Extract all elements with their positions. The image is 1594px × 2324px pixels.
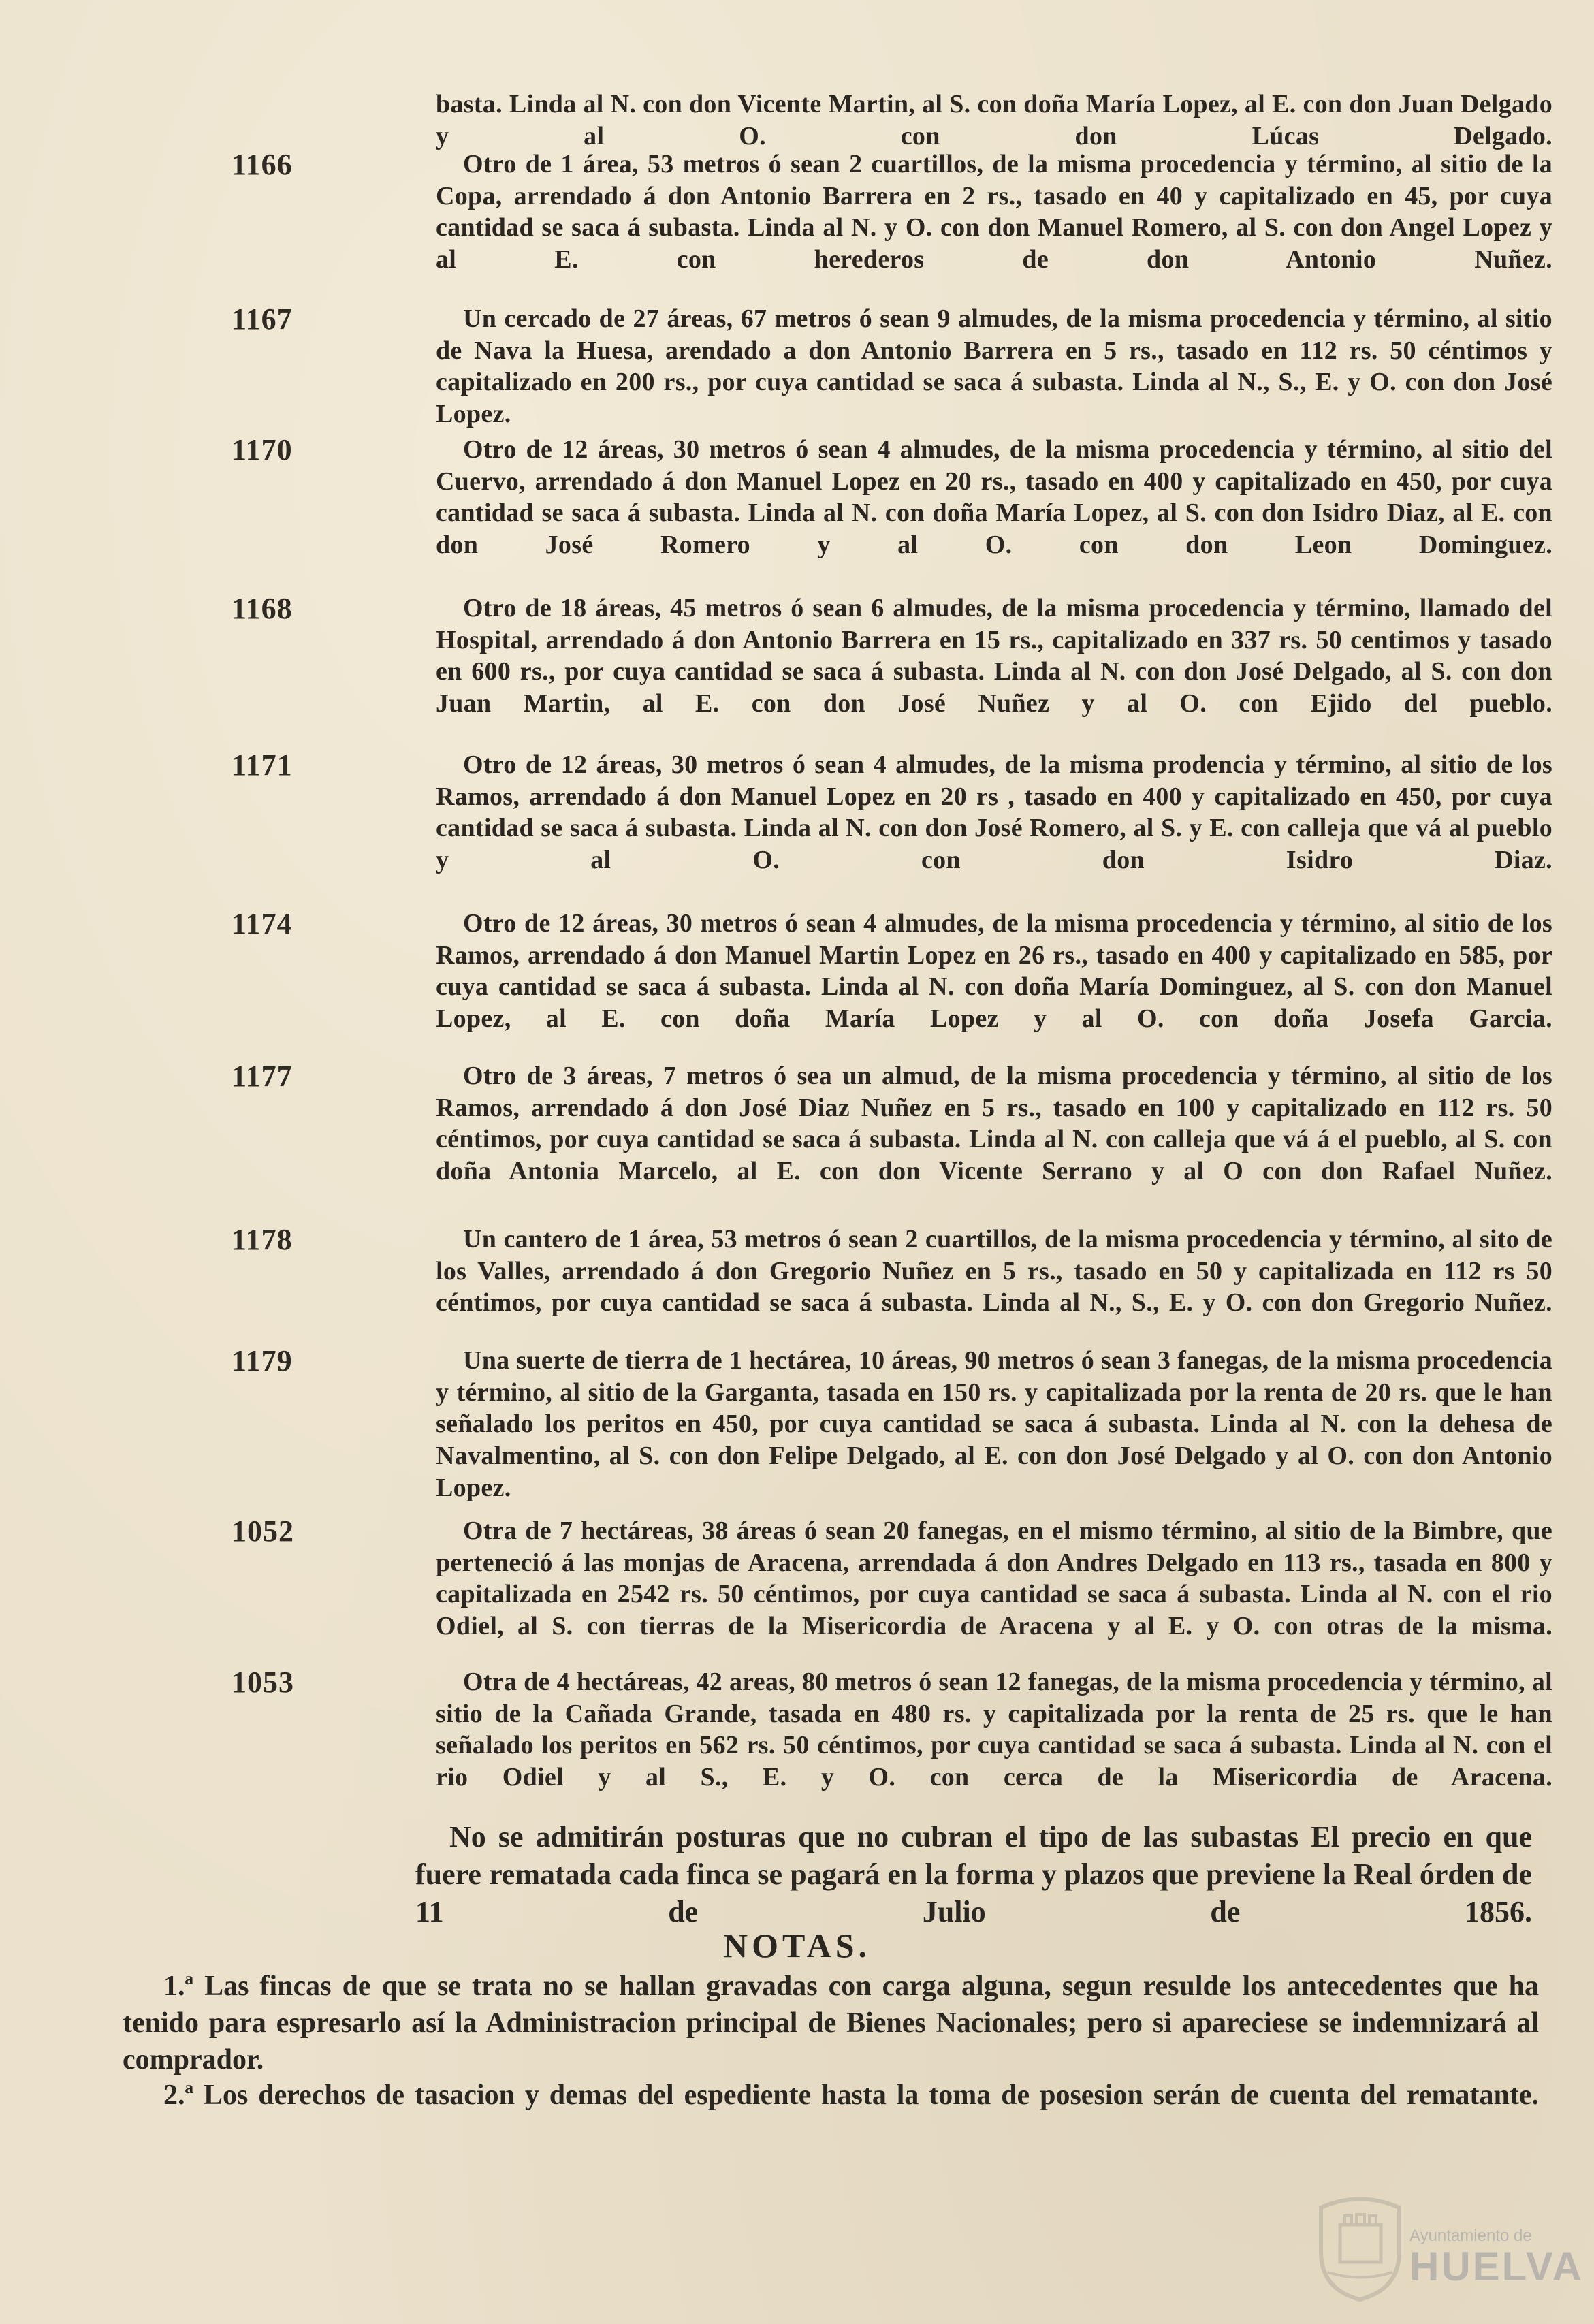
watermark-line1: Ayuntamiento de (1409, 2227, 1532, 2245)
list-item (232, 1344, 1552, 1504)
lot-description: Otro de 1 área, 53 metros ó sean 2 cuartillos, de la misma procedencia y término, al sitio de la Copa, arrendado á don Antonio Barrera en 2 rs., tasado en 40 y capitalizado en 45, por cuya cantidad se saca á subasta. Linda al N. y O. con don Manuel Romero, al S. con don Angel Lopez y al E. con herederos de don Antonio Nuñez. (436, 150, 1552, 274)
lot-description: Otro de 18 áreas, 45 metros ó sean 6 almudes, de la misma procedencia y término, llamado del Hospital, arrendado á don Antonio Barrera en 15 rs., capitalizado en 337 rs. 50 centimos y tasado en 600 rs., por cuya cantidad se saca á subasta. Linda al N. con don José Delgado, al S. con don Juan Martin, al E. con don José Nuñez y al O. con Ejido del pueblo. (436, 594, 1552, 718)
lot-number: 1168 (232, 592, 293, 625)
lot-number: 1171 (232, 748, 293, 782)
lot-description: Otra de 4 hectáreas, 42 areas, 80 metros ó sean 12 fanegas, de la misma procedencia y término, al sitio de la Cañada Grande, tasada en 480 rs. y capitalizada por la renta de 25 rs. que le han señalado los peritos en 562 rs. 50 céntimos, por cuya cantidad se saca á subasta. Linda al N. con el rio Odiel y al S., E. y O. con cerca de la Misericordia de Aracena. (436, 1668, 1552, 1792)
list-item (232, 1060, 1552, 1188)
lot-number: 1178 (232, 1223, 293, 1256)
lot-description: Una suerte de tierra de 1 hectárea, 10 áreas, 90 metros ó sean 3 fanegas, de la misma procedencia y término, al sitio de la Garganta, tasada en 150 rs. y capitalizada por la renta de 20 rs. que le han señalado los peritos en 450, por cuya cantidad se saca á subasta. Linda al N. con la dehesa de Navalmentino, al S. con don Felipe Delgado, al E. con don José Delgado y al O. con don Antonio Lopez. (436, 1346, 1552, 1502)
lot-description: Otro de 12 áreas, 30 metros ó sean 4 almudes, de la misma procedencia y término, al sitio del Cuervo, arrendado á don Manuel Lopez en 20 rs., tasado en 400 y capitalizado en 450, por cuya cantidad se saca á subasta. Linda al N. con doña María Lopez, al S. con don Isidro Diaz, al E. con don José Romero y al O. con don Leon Dominguez. (436, 435, 1552, 560)
auction-conditions: No se admitirán posturas que no cubran el tipo de las subastas El precio en que fuere rematada cada finca se pagará en la forma y plazos que previene la Real órden de 11 de Julio de 1856. (415, 1820, 1532, 1928)
lot-description: Un cantero de 1 área, 53 metros ó sean 2 cuartillos, de la misma procedencia y término, al sito de los Valles, arrendado á don Gregorio Nuñez en 5 rs., tasado en 50 y capitalizada en 112 rs 50 céntimos, por cuya cantidad se saca á subasta. Linda al N., S., E. y O. con don Gregorio Nuñez. (436, 1225, 1552, 1318)
list-item (232, 1514, 1552, 1642)
lot-description: Otra de 7 hectáreas, 38 áreas ó sean 20 fanegas, en el mismo término, al sitio de la Bimbre, que perteneció á las monjas de Aracena, arrendada á don Andres Delgado en 113 rs., tasada en 800 y capitalizada en 2542 rs. 50 céntimos, por cuya cantidad se saca á subasta. Linda al N. con el rio Odiel, al S. con tierras de la Misericordia de Aracena y al E. y O. con otras de la misma. (436, 1516, 1552, 1641)
lot-number: 1166 (232, 148, 293, 181)
lot-description: Otro de 12 áreas, 30 metros ó sean 4 almudes, de la misma prodencia y término, al sitio de los Ramos, arrendado á don Manuel Lopez en 20 rs , tasado en 400 y capitalizado en 450, por cuya cantidad se saca á subasta. Linda al N. con don José Romero, al S. y E. con calleja que vá al pueblo y al O. con don Isidro Diaz. (436, 750, 1552, 875)
lot-number: 1052 (232, 1514, 294, 1548)
lot-number: 1170 (232, 433, 293, 466)
list-item (232, 1223, 1552, 1319)
lot-number: 1167 (232, 302, 293, 336)
lot-description: Otro de 3 áreas, 7 metros ó sea un almud, de la misma procedencia y término, al sitio de los Ramos, arrendado á don José Diaz Nuñez en 5 rs., tasado en 100 y capitalizado en 112 rs. 50 céntimos, por cuya cantidad se saca á subasta. Linda al N. con calleja que vá á el pueblo, al S. con doña Antonia Marcelo, al E. con don Vicente Serrano y al O con don Rafael Nuñez. (436, 1062, 1552, 1186)
notes-title: NOTAS. (722, 1926, 872, 1964)
note-item: 1.ª Las fincas de que se trata no se hallan gravadas con carga alguna, segun resulde los antecedentes que ha tenido para espresarlo así la Administracion principal de Bienes Nacionales; pero si apareciese se indemnizará al comprador. (123, 1971, 1539, 2075)
lot-number: 1053 (232, 1666, 294, 1699)
list-item (232, 148, 1552, 276)
lot-description: Un cercado de 27 áreas, 67 metros ó sean 9 almudes, de la misma procedencia y término, al sitio de Nava la Huesa, arendado a don Antonio Barrera en 5 rs., tasado en 112 rs. 50 céntimos y capitalizado en 200 rs., por cuya cantidad se saca á subasta. Linda al N., S., E. y O. con don José Lopez. (436, 304, 1552, 429)
lot-number: 1174 (232, 907, 293, 940)
list-item (232, 433, 1552, 561)
lot-description: Otro de 12 áreas, 30 metros ó sean 4 almudes, de la misma procedencia y término, al sitio de los Ramos, arrendado á don Manuel Martin Lopez en 26 rs., tasado en 400 y capitalizado en 585, por cuya cantidad se saca á subasta. Linda al N. con doña María Dominguez, al S. con don Manuel Lopez, al E. con doña María Lopez y al O. con doña Josefa Garcia. (436, 909, 1552, 1034)
list-item (232, 592, 1552, 720)
coat-of-arms-icon (1314, 2187, 1406, 2303)
lot-number: 1177 (232, 1060, 293, 1093)
lot-number: 1179 (232, 1344, 293, 1378)
list-item (232, 1666, 1552, 1794)
list-item (232, 748, 1552, 876)
lot-description: basta. Linda al N. con don Vicente Martin, al S. con doña María Lopez, al E. con don Juan Delgado y al O. con don Lúcas Delgado. (436, 90, 1552, 150)
list-item (232, 907, 1552, 1035)
watermark-line2: HUELVA (1409, 2244, 1584, 2289)
list-item (436, 89, 1552, 152)
list-item (232, 302, 1552, 430)
watermark (1409, 2227, 1584, 2288)
note-item: 2.ª Los derechos de tasacion y demas del espediente hasta la toma de posesion serán de cuenta del rematante. (163, 2080, 1539, 2111)
